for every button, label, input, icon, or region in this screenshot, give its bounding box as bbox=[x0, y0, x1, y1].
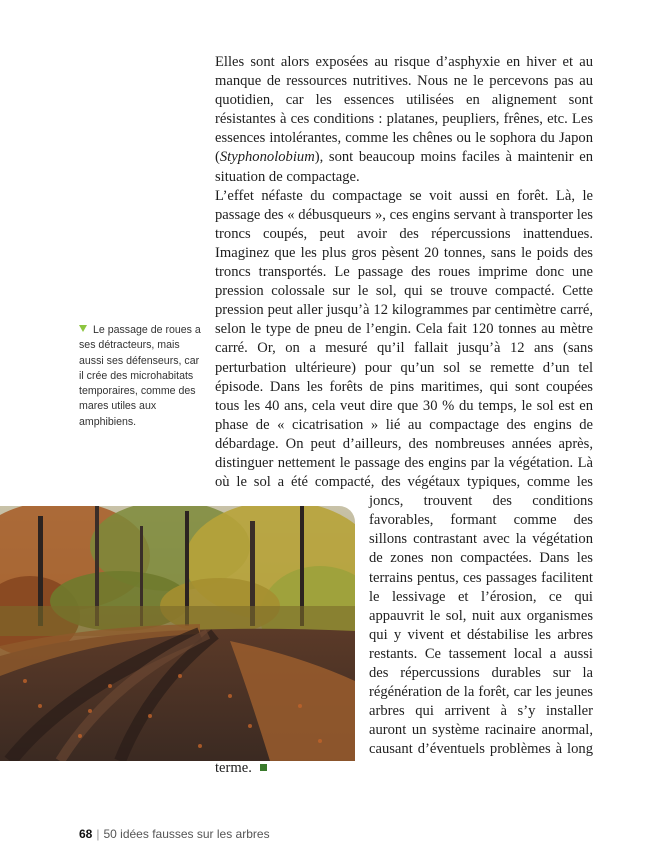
page-footer bbox=[79, 827, 270, 841]
article-body bbox=[215, 53, 593, 779]
caption-text: Le passage de roues a ses détracteurs, mais aussi ses défenseurs, car il crée des microhabitats temporaires, comme des mares utiles aux amphibiens. bbox=[79, 324, 201, 428]
article-paragraph-1 bbox=[215, 53, 593, 187]
caption-triangle-icon bbox=[79, 325, 87, 332]
paragraph-1-text-a: Elles sont alors exposées au risque d’asphyxie en hiver et au manque de ressources nutritives. Nous ne le percevons pas au quotidien, car les essences utilisées en alignement sont résistantes à ces conditions : platanes, peupliers, frênes, etc. Les essences intolérantes, comme les chênes ou le sophora du Japon ( bbox=[215, 54, 593, 166]
book-title: 50 idées fausses sur les arbres bbox=[103, 827, 270, 841]
photo-caption bbox=[79, 323, 201, 430]
paragraph-1-italic: Styphonolobium bbox=[219, 149, 315, 166]
paragraph-1-text-b: ), sont beaucoup moins faciles à maintenir en situation de compactage. bbox=[215, 149, 593, 185]
end-of-article-square-icon bbox=[260, 764, 267, 771]
footer-separator: | bbox=[96, 827, 100, 841]
paragraph-2-text: L’effet néfaste du compactage se voit aussi en forêt. Là, le passage des « débusqueurs », ces engins servant à transporter les troncs coupés, peut avoir des répercussions inattendues. Imaginez que les plus gros pèsent 20 tonnes, sans le poids des troncs transportés. Le passage des roues imprime donc une pression colossale sur le sol, qui se trouve compacté. Cette pression peut aller jusqu’à 12 kilogrammes par centimètre carré, selon le type de pneu de l’engin. Cela fait 120 tonnes au mètre carré. Or, on a mesuré qu’il fallait jusqu’à 12 ans (sans perturbation ultérieure) pour qu’un sol se remette d’un tel épisode. Dans les forêts de pins maritimes, qui sont coupées tous les 40 ans, cela veut dire que 30 % du temps, le sol est en phase de « cicatrisation » lié au compactage des engins de débardage. On peut d’ailleurs, des nombreuses années après, distinguer nettement le passage des engins par la végétation. Là où le sol a été compacté, des végétaux typiques, comme les joncs, trouvent des conditions favorables, formant comme des sillons contrastant avec la végétation de zones non compactées. Dans les terrains pentus, ces passages facilitent le lessivage et l’érosion, ce qui appauvrit le sol, nuit aux organismes qui y vivent et déstabilise les arbres restants. Ce tassement local a aussi des répercussions durables sur la régénération de la forêt, car les jeunes arbres qui arrivent à s’y installer auront un système racinaire anormal, causant d’éventuels problèmes à long terme. bbox=[215, 187, 593, 777]
page-number: 68 bbox=[79, 827, 93, 841]
article-paragraph-2 bbox=[215, 187, 593, 779]
